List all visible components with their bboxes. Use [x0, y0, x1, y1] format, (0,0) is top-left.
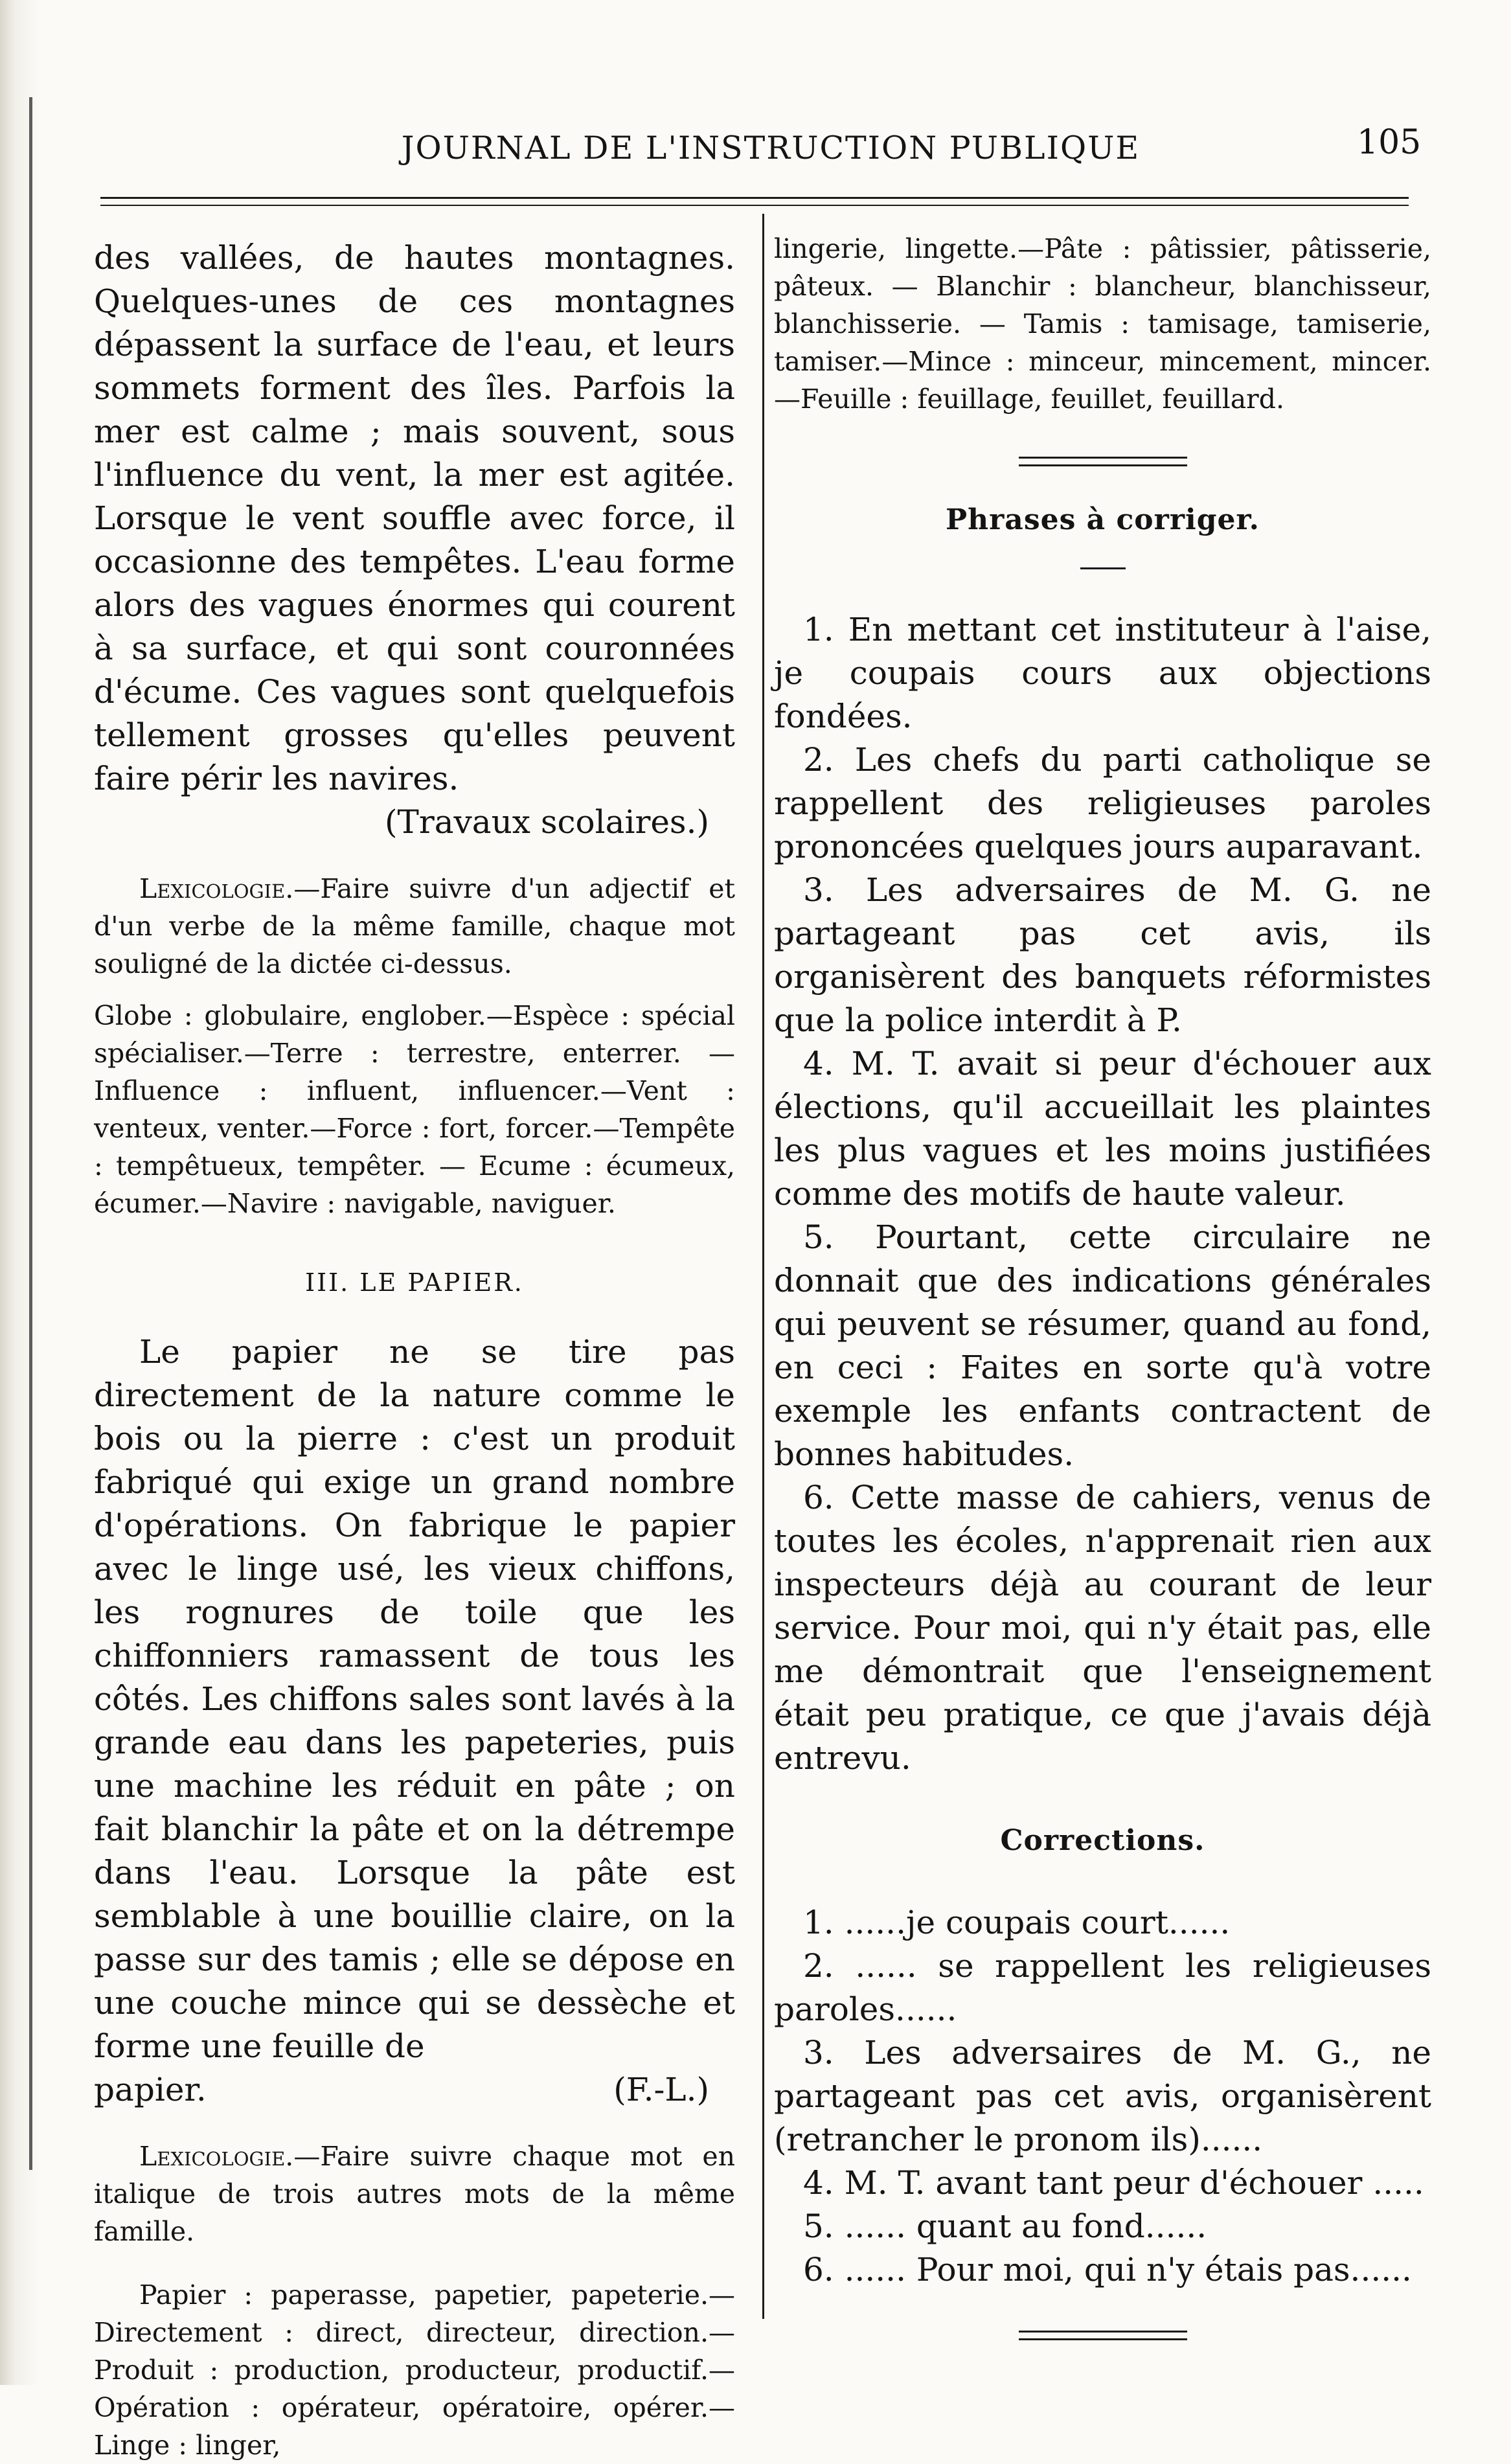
lexicology-instruction: —Faire suivre chaque mot en italique de trois autres mots de la même famille. — [94, 2141, 735, 2247]
paper-source: (F.-L.) — [613, 2071, 709, 2108]
header-rule-top — [100, 197, 1409, 199]
corrections-title: Corrections. — [1000, 1824, 1205, 1857]
left-column — [94, 236, 735, 2464]
lexicology-answers-1: Globe : globulaire, englober.—Espèce : spécial spécialiser.—Terre : terrestre, enterrer. — Influence : influent, influencer.—Vent : venteux, venter.—Force : fort, forcer.—Tempête : tempêtueux, tempêter. — Ecume : écumeux, écumer.—Navire : navigable, naviguer. — [94, 1000, 735, 1219]
phrase-item: 6. Cette masse de cahiers, venus de toutes les écoles, n'apprenait rien aux inspecteurs déjà au courant de leur service. Pour moi, qui n'y était pas, elle me démontrait que l'enseignement était peu pratique, ce que j'avais déjà entrevu. — [774, 1479, 1431, 1777]
section-title: III. LE PAPIER. — [305, 1268, 524, 1297]
double-rule — [1019, 457, 1187, 466]
lexicology-instruction: —Faire suivre d'un adjectif et d'un verbe de la même famille, chaque mot souligné de la dictée ci-dessus. — [94, 873, 735, 979]
running-title: JOURNAL DE L'INSTRUCTION PUBLIQUE — [401, 130, 1141, 166]
phrase-item: 4. M. T. avait si peur d'échouer aux élections, qu'il accueillait les plaintes les plus vagues et les moins justifiées comme des motifs de haute valeur. — [774, 1045, 1431, 1213]
lexicology-answers-continued: lingerie, lingette.—Pâte : pâtissier, pâtisserie, pâteux. — Blanchir : blancheur, blanchisseur, blanchisserie. — Tamis : tamisage, tamiserie, tamiser.—Mince : minceur, mincement, mincer.—Feuille : feuillage, feuillet, feuillard. — [774, 233, 1431, 415]
correction-item: 2. ...... se rappellent les religieuses paroles...... — [774, 1947, 1431, 2028]
phrase-item: 5. Pourtant, cette circulaire ne donnait que des indications générales qui peuvent se résumer, quand au fond, en ceci : Faites en sorte qu'à votre exemple les enfants contractent de bonnes habitudes. — [774, 1218, 1431, 1473]
column-divider — [762, 214, 764, 2319]
correction-item: 6. ...... Pour moi, qui n'y étais pas...... — [803, 2251, 1412, 2288]
page-number: 105 — [1357, 123, 1422, 162]
lexicology-label: Lexicologie. — [139, 873, 294, 904]
header-rule-bottom — [100, 205, 1409, 206]
phrase-item: 3. Les adversaires de M. G. ne partageant pas cet avis, ils organisèrent des banquets réformistes que la police interdit à P. — [774, 871, 1431, 1039]
phrase-item: 2. Les chefs du parti catholique se rappellent des religieuses paroles prononcées quelques jours auparavant. — [774, 741, 1431, 865]
lexicology-exercise-2 — [94, 2138, 735, 2250]
double-rule-end — [1019, 2331, 1187, 2340]
paper-signature-line — [94, 2068, 735, 2112]
lexicology-exercise-1 — [94, 870, 735, 983]
right-column — [774, 230, 1431, 2346]
paper-text: Le papier ne se tire pas directement de la nature comme le bois ou la pierre : c'est un produit fabriqué qui exige un grand nombre d'opérations. On fabrique le papier avec le linge usé, les vieux chiffons, les rognures de toile que les chiffonniers ramassent de tous les côtés. Les chiffons sales sont lavés à la grande eau dans les papeteries, puis une machine les réduit en pâte ; on fait blanchir la pâte et on la détrempe dans l'eau. Lorsque la pâte est semblable à une bouillie claire, on la passe sur des tamis ; elle se dépose en une couche mince qui se dessèche et forme une feuille de — [94, 1333, 735, 2065]
correction-item: 5. ...... quant au fond...... — [803, 2207, 1207, 2245]
correction-item: 4. M. T. avant tant peur d'échouer ..... — [803, 2164, 1424, 2202]
binding-edge — [0, 0, 39, 2385]
dictation-source: (Travaux scolaires.) — [384, 803, 709, 841]
lexicology-answers-2: Papier : paperasse, papetier, papeterie.—Directement : direct, directeur, direction.—Produit : production, producteur, productif.—Opération : opérateur, opératoire, opérer.—Linge : linger, — [94, 2279, 735, 2461]
lexicology-label: Lexicologie. — [139, 2141, 294, 2172]
phrase-item: 1. En mettant cet instituteur à l'aise, je coupais cours aux objections fondées. — [774, 611, 1431, 735]
paper-last-word: papier. — [94, 2071, 207, 2108]
phrases-title: Phrases à corriger. — [946, 503, 1260, 536]
correction-item: 1. ......je coupais court...... — [803, 1904, 1231, 1941]
dictation-text: des vallées, de hautes montagnes. Quelques-unes de ces montagnes dépassent la surface de l'eau, et leurs sommets forment des îles. Parfois la mer est calme ; mais souvent, sous l'influence du vent, la mer est agitée. Lorsque le vent souffle avec force, il occasionne des tempêtes. L'eau forme alors des vagues énormes qui courent à sa surface, et qui sont couronnées d'écume. Ces vagues sont quelquefois tellement grosses qu'elles peuvent faire périr les navires. — [94, 239, 735, 797]
correction-item: 3. Les adversaires de M. G., ne partageant pas cet avis, organisèrent (retrancher le pronom ils)...... — [774, 2034, 1431, 2158]
binding-rule — [29, 97, 32, 2170]
